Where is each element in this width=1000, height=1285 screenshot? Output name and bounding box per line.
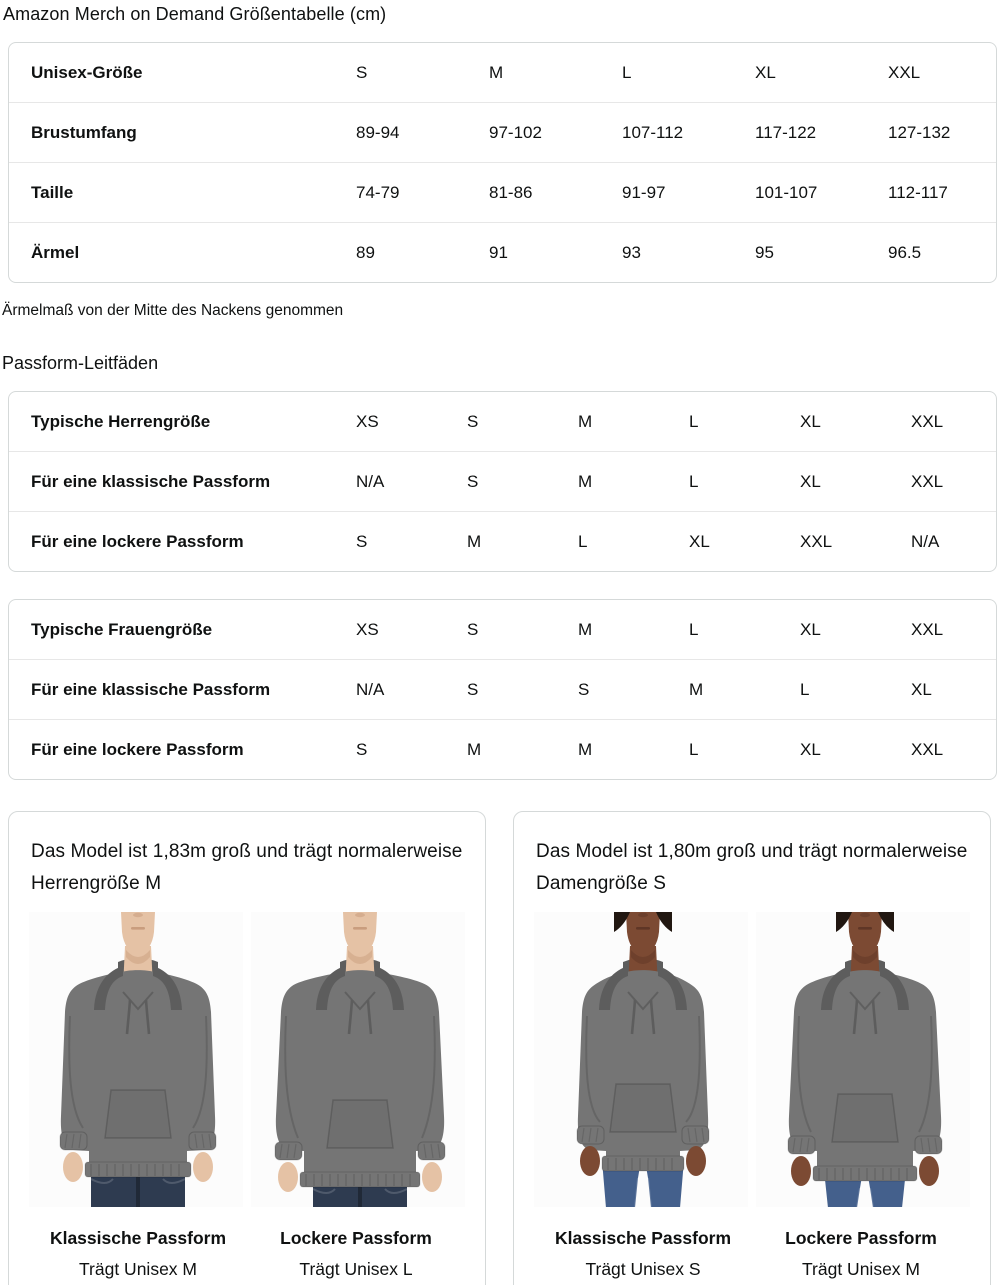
size-cell: 107-112 <box>622 122 684 142</box>
size-cell: S <box>467 411 479 431</box>
page-title: Amazon Merch on Demand Größentabelle (cm) <box>3 4 387 24</box>
size-cell: S <box>467 619 479 639</box>
caption-loose-fit <box>752 1228 970 1280</box>
fit-size-label: Trägt Unisex S <box>585 1259 701 1279</box>
size-cell: S <box>356 739 368 759</box>
size-cell: N/A <box>356 679 385 699</box>
row-label: Typische Frauengröße <box>31 619 213 639</box>
model-photo-womens-classic-fit <box>534 912 748 1207</box>
size-cell: 95 <box>755 242 774 262</box>
model-photo-womens-loose-fit <box>756 912 970 1207</box>
size-cell: XL <box>755 62 776 82</box>
size-cell: XL <box>800 471 821 491</box>
size-cell: M <box>489 62 504 82</box>
size-cell: S <box>467 679 479 699</box>
size-cell: XXL <box>888 62 921 82</box>
row-label: Für eine lockere Passform <box>31 739 244 759</box>
size-cell: 89 <box>356 242 375 262</box>
photo-captions <box>29 1228 465 1280</box>
size-cell: XXL <box>911 411 944 431</box>
size-cell: 74-79 <box>356 182 400 202</box>
size-cell: XL <box>911 679 932 699</box>
model-photos <box>534 912 970 1207</box>
size-cell: 91 <box>489 242 508 262</box>
size-cell: 93 <box>622 242 641 262</box>
size-cell: XL <box>800 619 821 639</box>
fit-name-label: Lockere Passform <box>280 1228 432 1248</box>
size-cell: XS <box>356 619 379 639</box>
fit-guides-heading: Passform-Leitfäden <box>2 353 159 373</box>
womens-fit-table <box>8 599 997 780</box>
size-cell: XL <box>800 739 821 759</box>
size-cell: M <box>578 471 593 491</box>
size-cell: XXL <box>800 531 833 551</box>
size-cell: M <box>578 619 593 639</box>
size-cell: 127-132 <box>888 122 951 142</box>
row-label: Taille <box>31 182 74 202</box>
table-row <box>9 600 996 659</box>
table-row <box>9 222 996 282</box>
size-cell: M <box>578 739 593 759</box>
row-label: Ärmel <box>31 242 80 262</box>
mens-fit-table <box>8 391 997 572</box>
table-row <box>9 102 996 162</box>
size-cell: L <box>578 531 588 551</box>
size-cell: 81-86 <box>489 182 533 202</box>
row-label: Typische Herrengröße <box>31 411 211 431</box>
row-label: Unisex-Größe <box>31 62 143 82</box>
size-cell: L <box>689 619 699 639</box>
fit-size-label: Trägt Unisex M <box>802 1259 920 1279</box>
size-cell: L <box>689 411 699 431</box>
mens-model-card <box>8 811 486 1285</box>
model-photo-mens-loose-fit <box>251 912 465 1207</box>
fit-size-label: Trägt Unisex M <box>79 1259 197 1279</box>
size-cell: M <box>467 739 482 759</box>
size-cell: 97-102 <box>489 122 542 142</box>
table-row <box>9 659 996 719</box>
size-cell: S <box>356 62 368 82</box>
size-cell: L <box>689 739 699 759</box>
womens-model-card <box>513 811 991 1285</box>
size-cell: XXL <box>911 739 944 759</box>
caption-classic-fit <box>534 1228 752 1280</box>
size-cell: 101-107 <box>755 182 818 202</box>
size-cell: N/A <box>911 531 940 551</box>
size-cell: 96.5 <box>888 242 922 262</box>
size-cell: XL <box>689 531 710 551</box>
model-photos <box>29 912 465 1207</box>
table-row <box>9 392 996 451</box>
size-cell: M <box>467 531 482 551</box>
row-label: Für eine klassische Passform <box>31 471 271 491</box>
size-cell: XL <box>800 411 821 431</box>
caption-classic-fit <box>29 1228 247 1280</box>
size-cell: S <box>578 679 590 699</box>
table-row <box>9 43 996 102</box>
model-description: Das Model ist 1,83m groß und trägt normalerweise Herrengröße M <box>31 841 463 894</box>
size-cell: L <box>689 471 699 491</box>
size-cell: 117-122 <box>755 122 817 142</box>
size-cell: L <box>800 679 810 699</box>
row-label: Für eine klassische Passform <box>31 679 271 699</box>
table-row <box>9 511 996 571</box>
size-cell: 91-97 <box>622 182 666 202</box>
size-cell: 89-94 <box>356 122 400 142</box>
model-cards <box>8 811 1000 1285</box>
fit-size-label: Trägt Unisex L <box>299 1259 413 1279</box>
size-cell: XXL <box>911 619 944 639</box>
fit-name-label: Klassische Passform <box>49 1228 227 1248</box>
table-row <box>9 162 996 222</box>
caption-loose-fit <box>247 1228 465 1280</box>
size-cell: M <box>578 411 593 431</box>
size-cell: XXL <box>911 471 944 491</box>
size-cell: L <box>622 62 632 82</box>
fit-name-label: Klassische Passform <box>554 1228 732 1248</box>
size-cell: 112-117 <box>888 182 948 202</box>
model-photo-mens-classic-fit <box>29 912 243 1207</box>
size-cell: S <box>356 531 368 551</box>
model-description: Das Model ist 1,80m groß und trägt normalerweise Damengröße S <box>536 841 968 894</box>
size-cell: XS <box>356 411 379 431</box>
table-row <box>9 451 996 511</box>
row-label: Brustumfang <box>31 122 137 142</box>
size-cell: S <box>467 471 479 491</box>
table-row <box>9 719 996 779</box>
row-label: Für eine lockere Passform <box>31 531 244 551</box>
sleeve-measure-note: Ärmelmaß von der Mitte des Nackens genommen <box>2 302 344 319</box>
unisex-size-table <box>8 42 997 283</box>
photo-captions <box>534 1228 970 1280</box>
size-cell: N/A <box>356 471 385 491</box>
size-cell: M <box>689 679 704 699</box>
fit-name-label: Lockere Passform <box>785 1228 937 1248</box>
